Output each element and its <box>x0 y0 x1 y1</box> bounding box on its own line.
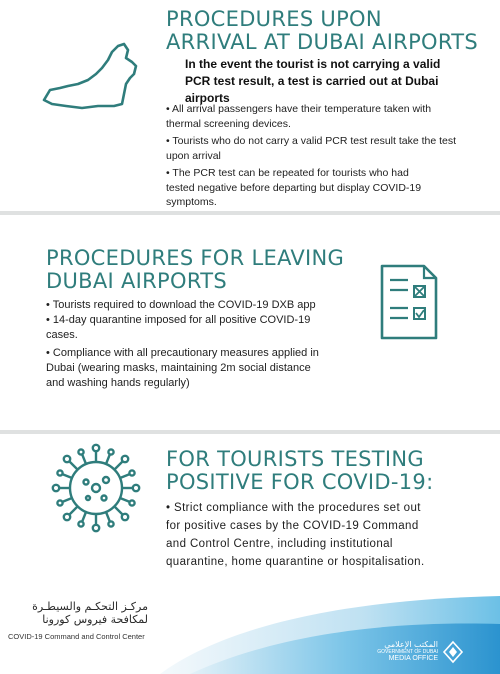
section1-bullet1-line1: • All arrival passengers have their temperature taken with <box>166 103 432 115</box>
section3-body <box>166 499 466 571</box>
section3-body-line1: • Strict compliance with the procedures set out <box>166 502 421 514</box>
section3-title-line1: FOR TOURISTS TESTING <box>166 447 424 471</box>
section3-title <box>166 448 433 494</box>
section3-title-line2: POSITIVE FOR COVID-19: <box>166 470 434 494</box>
section2-bullet2-line1: • 14-day quarantine imposed for all positive COVID-19 <box>46 314 311 326</box>
media-office-logo-icon <box>442 640 464 664</box>
section1-bullet3-line1: • The PCR test can be repeated for tourists who had <box>166 167 409 179</box>
section1-bullet3-line3: symptoms. <box>166 196 217 208</box>
section1-bullet2-line1: • Tourists who do not carry a valid PCR test result take the test <box>166 135 457 147</box>
divider-2 <box>0 430 500 434</box>
section2-bullet2-line2: cases. <box>46 329 78 341</box>
command-center-arabic-line1: مركـز التحكـم والسيطـرة <box>32 600 148 613</box>
virus-icon <box>50 442 142 534</box>
section1-bullet3-line2: tested negative before departing but display COVID-19 <box>166 181 422 194</box>
section1-bullets <box>166 102 486 210</box>
section2-bullet3-line3: and washing hands regularly) <box>46 377 190 389</box>
section2-title <box>46 247 344 293</box>
media-office-english-line2: MEDIA OFFICE <box>388 655 438 662</box>
section1-lead <box>185 56 485 107</box>
section3-body-line3: and Control Centre, including institutional <box>166 538 393 550</box>
section1-bullet2-line2: upon arrival <box>166 149 221 162</box>
media-office-text <box>356 640 438 663</box>
section1-lead-line3: airports <box>185 91 230 105</box>
section2-bullets <box>46 298 366 391</box>
section1-title <box>166 8 478 54</box>
section2-title-line2: DUBAI AIRPORTS <box>46 269 227 293</box>
section2-bullet1: • Tourists required to download the COVID-19 DXB app <box>46 299 316 311</box>
section2-bullet3-line1: • Compliance with all precautionary measures applied in <box>46 347 319 359</box>
section1-bullet1-line2: thermal screening devices. <box>166 117 291 130</box>
uae-map-icon <box>38 40 148 114</box>
section1-lead-line2: PCR test result, a test is carried out at Dubai <box>185 74 439 88</box>
section2-title-line1: PROCEDURES FOR LEAVING <box>46 246 345 270</box>
section2-bullet3-line2: Dubai (wearing masks, maintaining 2m social distance <box>46 362 311 374</box>
section3-body-line2: for positive cases by the COVID-19 Command <box>166 520 419 532</box>
command-center-arabic-line2: لمكافحة فيروس كورونا <box>42 613 148 626</box>
divider-1 <box>0 211 500 215</box>
command-center-english: COVID-19 Command and Control Center <box>8 632 145 641</box>
command-center-logo <box>8 600 148 626</box>
section1-title-line2: ARRIVAL AT DUBAI AIRPORTS <box>166 30 478 54</box>
checklist-icon <box>378 262 440 342</box>
section3-body-line4: quarantine, home quarantine or hospitalisation. <box>166 556 425 568</box>
media-office-english-line1: GOVERNMENT OF DUBAI <box>377 649 438 655</box>
section1-title-line1: PROCEDURES UPON <box>166 7 382 31</box>
media-office-arabic: المكتب الإعلامي <box>384 640 438 649</box>
section1-lead-line1: In the event the tourist is not carrying a valid <box>185 57 441 71</box>
